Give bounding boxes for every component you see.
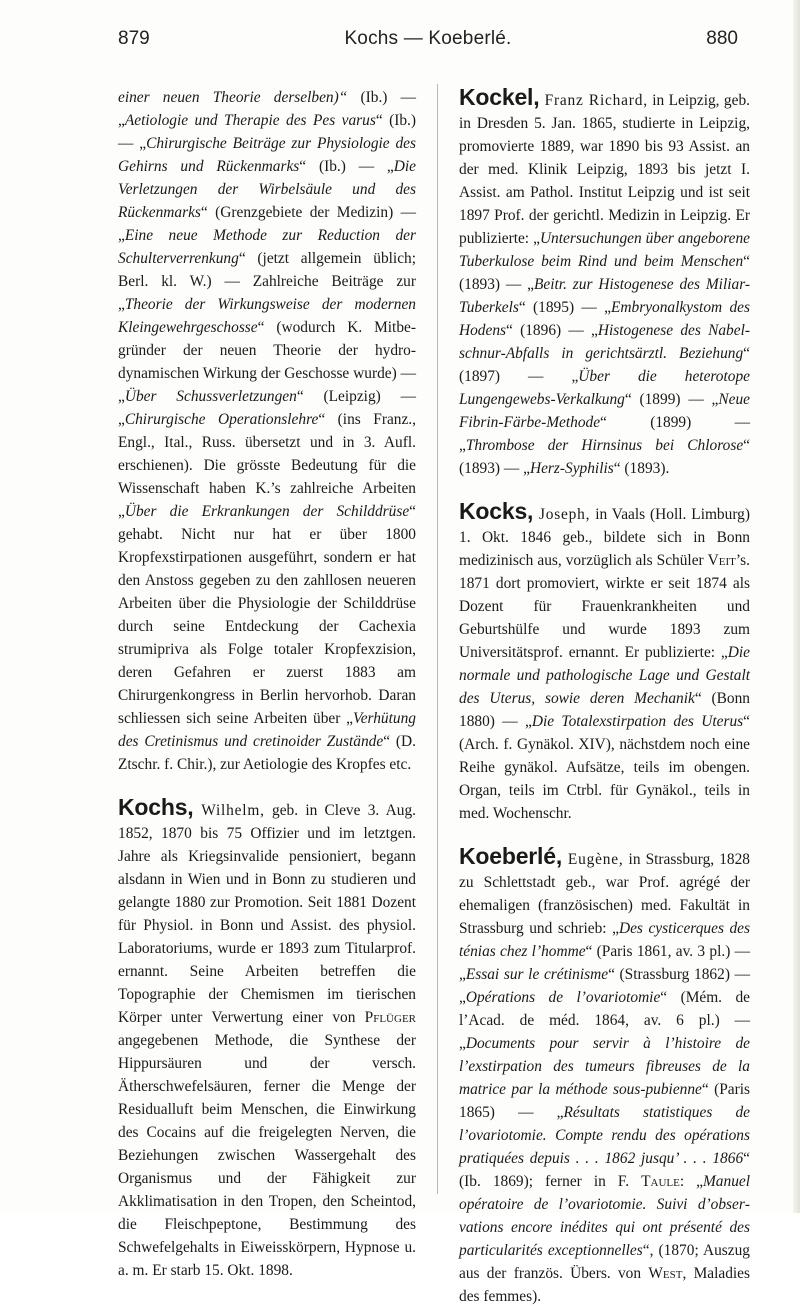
entry-text: “ (Ib.) — „ — [299, 158, 394, 175]
work-title: Die Verletzungen der Wirbelsäule und des Rückenmarks — [118, 158, 416, 221]
work-title: Untersuchungen über angeborene Tuberkulose beim Rind und beim Menschen — [459, 230, 750, 270]
work-title: Eine neue Methode zur Reduction der Schulterverrenkung — [118, 227, 416, 267]
work-title: Aetiologie und Therapie des Pes varus — [124, 112, 376, 129]
work-title: Des cysticerques des ténias chez l’homme — [459, 920, 750, 960]
entry-text: “ (1893) — „ — [459, 253, 750, 293]
running-header — [118, 28, 738, 58]
page-number-left: 879 — [118, 28, 150, 49]
cited-name: Pflüger — [364, 1009, 416, 1026]
entry-text: (Ib.) — „ — [118, 89, 417, 129]
work-title: Über die heterotope Lungengewebs-Verkalkung — [459, 368, 751, 408]
work-title: Résultats statistiques de l’ovariotomie. Compte rendu des opérations pratiquées depuis . . . 1862 jusqu’ . . . 1866 — [459, 1104, 750, 1167]
entry-text: “ (1893) — „ — [459, 437, 750, 477]
work-title: Opérations de l’ovariotomie — [465, 989, 661, 1006]
entry-text: einer neuen Theorie derselben)“ — [118, 89, 348, 106]
entry-text: ’s. 1871 dort promoviert, wirkte er seit 1874 als Dozent für Frauenkrankheiten und Geburtshülfe und wurde 1893 zum Universitätsprof. ernannt. Er publizierte: „ — [459, 552, 750, 661]
entry-text: “ (Paris 1861, av. 3 pl.) — „ — [459, 943, 750, 983]
entry-koeberle — [459, 845, 750, 1308]
entry-text: “ (1897) — „ — [459, 345, 750, 385]
work-title: Chirurgische Beiträge zur Physiologie des Gehirns und Rückenmarks — [118, 135, 416, 175]
entry-koecher-continuation — [118, 86, 416, 776]
entry-headword: Kocks, — [459, 498, 534, 524]
entry-text: “, (1870; Auszug aus der französ. Übers. von — [459, 1242, 750, 1282]
entry-text: “ (Ib. 1869); ferner in F. — [459, 1150, 750, 1190]
work-title: Histogenese des Nabelschnur-Abfalls in gerichtsärztl. Beziehung — [459, 322, 750, 362]
entry-text: in Leipzig, geb. in Dresden 5. Jan. 1865, studierte in Leipzig, promovierte 1889, war 1890 bis 93 Assist. an der med. Klinik Leipzig, 1893 bis jetzt I. Assist. am Pathol. Institut Leipzig und ist seit 1897 Prof. der gerichtl. Medizin in Leipzig. Er publizierte: „ — [459, 92, 750, 247]
given-name: Wilhelm, — [193, 802, 265, 819]
work-title: Herz-Syphilis — [529, 460, 614, 477]
page-edge-shadow — [793, 0, 800, 1213]
entry-gap — [118, 776, 416, 796]
work-title: Über Schussverletzungen — [124, 388, 297, 405]
work-title: Thrombose der Hirnsinus bei Chlorose — [465, 437, 744, 454]
entry-text: angegebenen Methode, die Synthese der Hippursäuren und der versch. Ätherschwefelsäuren, ferner die Menge der Residualluft beim Menschen, die Einwirkung des Cocains auf die freigelegten Nerven, die Beziehungen zwischen Wassergehalt des Organismus und der Fähigkeit zur Akklimatisation in den Tropen, den Scheintod, die Fleischpeptone, Bestimmung des Schwefelgehalts in Eiweisskörpern, Hypnose u. a. m. Er starb 15. Okt. 1898. — [118, 1032, 416, 1279]
entry-text: geb. in Cleve 3. Aug. 1852, 1870 bis 75 Offizier und im letztgen. Jahre als Kriegsinvalide pensioniert, begann alsdann in Wien und in Bonn zu studieren und gelangte 1880 zur Promotion. Seit 1881 Dozent für Physiol. in Bonn und Assist. des physiol. Laboratoriums, wurde er 1893 zum Titularprof. ernannt. Seine Arbeiten betreffen die Topographie der Chemismen im tierischen Körper unter Verwertung einer von — [118, 802, 416, 1026]
running-title: Kochs — Koeberlé. — [344, 28, 512, 49]
entry-text: “ (Leipzig) — „ — [118, 388, 416, 428]
entry-text: “ (wodurch K. Mitbegründer der neuen Theorie der hydrodynamischen Wirkung der Geschosse wurde) — „ — [118, 319, 416, 405]
entry-text: in Strassburg, 1828 zu Schlettstadt geb., war Prof. agrégé der ehemaligen (französischen) med. Fakultät in Strassburg und schrieb: „ — [459, 851, 750, 937]
column-divider — [437, 84, 438, 1194]
entry-text: “ (Mém. de l’Acad. de méd. 1864, av. 6 pl.) — „ — [459, 989, 750, 1052]
given-name: Joseph, — [533, 506, 591, 523]
cited-name: Veit — [707, 552, 736, 569]
work-title: Chirurgische Operationslehre — [124, 411, 319, 428]
work-title: Über die Erkrankungen der Schilddrüse — [124, 503, 410, 520]
work-title: Beitr. zur Histogenese des Miliar-Tuberkels — [459, 276, 751, 316]
entry-headword: Kochs, — [118, 794, 194, 820]
entry-text: “ (ins Franz., Engl., Ital., Russ. übersetzt und in 3. Aufl. erschienen). Die grösste Bedeutung für die Wissenschaft haben K.’s zahlreiche Arbeiten „ — [118, 411, 416, 520]
entry-text: “ (Grenzgebiete der Medizin) — „ — [118, 204, 416, 244]
entry-text: “ (1896) — „ — [506, 322, 598, 339]
entry-text: “ (1895) — „ — [518, 299, 611, 316]
entry-headword: Koeberlé, — [459, 843, 563, 869]
given-name: Eugène, — [562, 851, 624, 868]
cited-name: West — [648, 1265, 683, 1282]
entry-gap — [459, 825, 750, 845]
entry-text: in Vaals (Holl. Limburg) 1. Okt. 1846 geb., bildete sich in Bonn medizinisch aus, vorzüglich als Schüler — [459, 506, 750, 569]
entry-text: “ (Bonn 1880) — „ — [459, 690, 750, 730]
work-title: Embryonalkystom des Hodens — [459, 299, 750, 339]
cited-name: Taule — [641, 1173, 680, 1190]
work-title: Manuel opératoire de l’ovariotomie. Suivi d’observations encore inédites qui ont présenté des particularités exceptionnelles — [459, 1173, 750, 1259]
entry-text: “ (1893). — [613, 460, 670, 477]
entry-text: “ (Strassburg 1862) — „ — [459, 966, 750, 1006]
entry-text: “ (1899) — „ — [459, 414, 750, 454]
entry-text: , Maladies des femmes). — [459, 1265, 750, 1305]
work-title: Documents pour servir à l’histoire de l’exstirpation des tumeurs fibreuses de la matrice par la méthode sous-pubienne — [459, 1035, 750, 1098]
entry-text: “ (Paris 1865) — „ — [459, 1081, 750, 1121]
work-title: Verhütung des Cretinismus und cretinoider Zustände — [118, 710, 416, 750]
entry-kochs — [118, 796, 416, 1282]
entry-headword: Kockel, — [459, 84, 540, 110]
work-title: Theorie der Wirkungsweise der modernen Kleingewehrgeschosse — [118, 296, 416, 336]
entry-text: “ (Arch. f. Gynäkol. XIV), nächstdem noch eine Reihe gynäkol. Aufsätze, teils im obengen. Organ, teils im Ctrbl. für Gynäkol., teils in med. Wochenschr. — [459, 713, 750, 822]
entry-text: “ (jetzt allgemein üblich; Berl. kl. W.) — Zahlreiche Beiträge zur „ — [118, 250, 416, 313]
entry-text: “ (1899) — „ — [624, 391, 719, 408]
work-title: Essai sur le crétinisme — [465, 966, 609, 983]
left-column — [118, 86, 416, 1282]
given-name: Franz Richard, — [539, 92, 648, 109]
entry-kocks — [459, 500, 750, 825]
entry-text: : „ — [679, 1173, 703, 1190]
entry-text: “ (D. Ztschr. f. Chir.), zur Aetiologie des Kropfes etc. — [118, 733, 416, 773]
work-title: Die normale und pathologische Lage und Gestalt des Uterus, sowie deren Mechanik — [459, 644, 750, 707]
work-title: Neue Fibrin-Färbe-Methode — [459, 391, 750, 431]
work-title: Die Totalexstirpation des Uterus — [531, 713, 744, 730]
page-number-right: 880 — [706, 28, 738, 49]
entry-gap — [459, 480, 750, 500]
right-column — [459, 86, 750, 1308]
entry-text: “ gehabt. Nicht nur hat er über 1800 Kropfexstirpationen ausgeführt, sondern er hat den Anstoss gegeben zu den zahllosen neueren Arbeiten über die Physiologie der Schilddrüse durch seine Entdeckung der Cachexia strumipriva als Folge totaler Kropfexzision, deren Gefahren er zuerst 1883 am Chirurgenkongress in Berlin hervorhob. Daran schliessen sich seine Arbeiten über „ — [118, 503, 416, 727]
entry-text: “ (Ib.) — „ — [118, 112, 416, 152]
entry-kockel — [459, 86, 750, 480]
